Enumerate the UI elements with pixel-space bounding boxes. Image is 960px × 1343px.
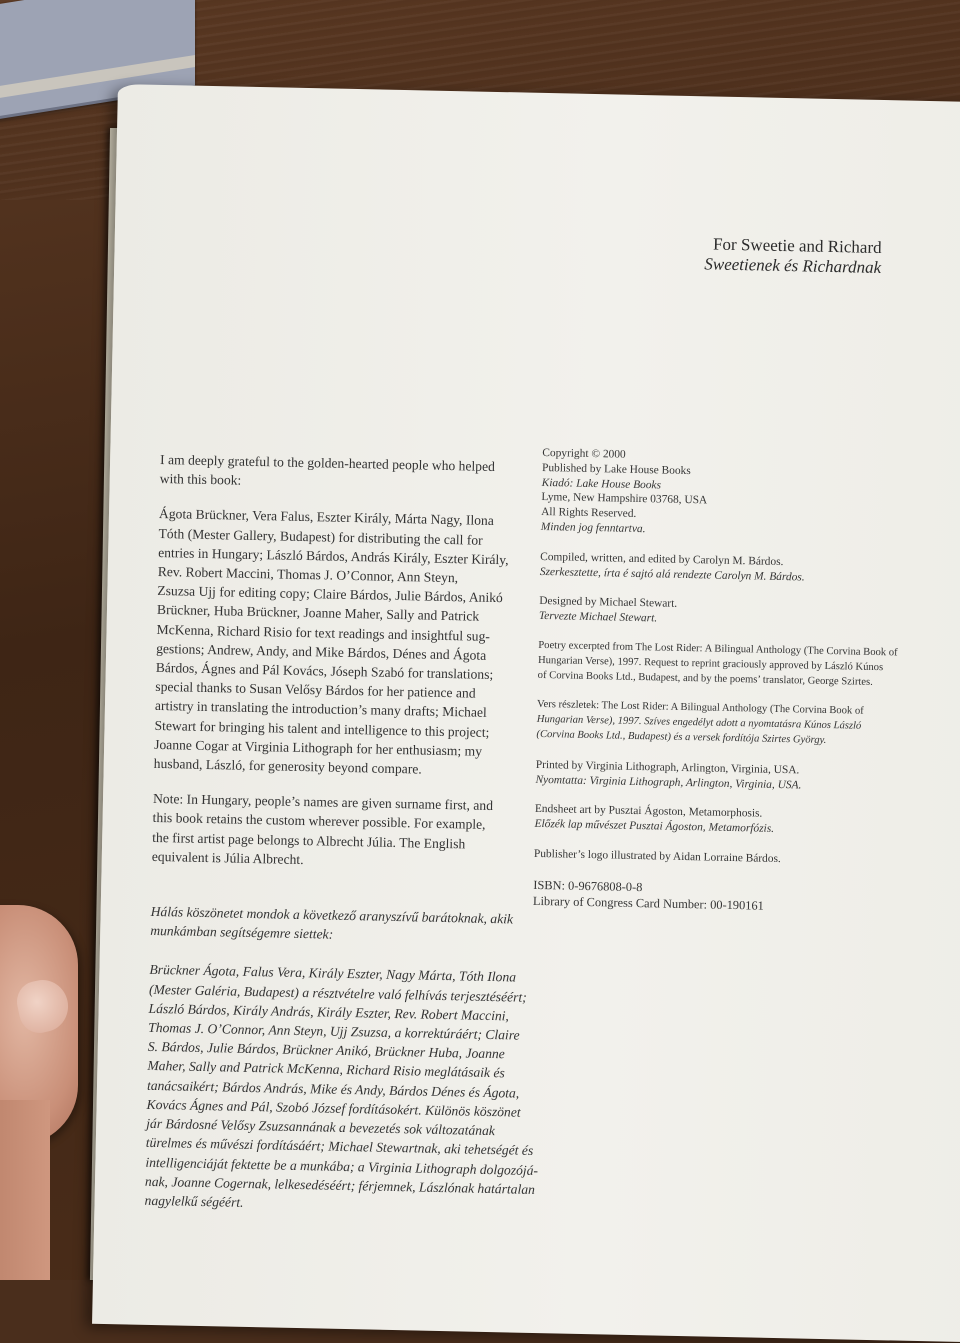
printed-en: Printed by Virginia Lithograph, Arlington, Virginia, USA. [535, 758, 800, 777]
ack-note-en [152, 789, 546, 874]
text-line: intelligenciáját fektette be a munkába; a Virginia Lithograph dolgozójá- [145, 1154, 539, 1178]
endsheet-block [534, 802, 894, 839]
text-line: nagylelkű ségéért. [144, 1192, 244, 1210]
rights-line: All Rights Reserved. [541, 506, 637, 521]
text-line: Zsuzsa Ujj for editing copy; Claire Bárdos, Julie Bárdos, Anikó [157, 583, 503, 606]
text-line: Poetry excerpted from The Lost Rider: A Bilingual Anthology (The Corvina Book of [538, 639, 898, 659]
text-line: special thanks to Susan Velősy Bárdos for her patience and [155, 679, 476, 701]
compiled-en: Compiled, written, and edited by Carolyn M. Bárdos. [540, 550, 784, 568]
text-line: Rev. Robert Maccini, Thomas J. O’Connor, Ann Steyn, [157, 563, 459, 586]
ack-names-en [154, 504, 552, 781]
text-line: türelmes és művészi fordításáért; Michael Stewartnak, aki tehetségét és [145, 1135, 534, 1159]
designed-block [539, 594, 899, 631]
text-line: Hungarian Verse), 1997. Szíves engedélyt adott a nyomtatásra Kúnos László [536, 714, 862, 732]
text-line: Brückner Ágota, Falus Vera, Király Eszter, Nagy Márta, Tóth Ilona [149, 962, 517, 985]
text-line: Kovács Ágnes and Pál, Szobó József fordításokért. Különös köszönet [146, 1096, 521, 1120]
text-line: Note: In Hungary, people’s names are given surname first, and [152, 791, 494, 814]
text-line: László Bárdos, Király András, Király Eszter, Rev. Robert Maccini, [148, 1000, 510, 1024]
publisher-hu-line: Kiadó: Lake House Books [541, 476, 662, 492]
text-line: Vers részletek: The Lost Rider: A Bilingual Anthology (The Corvina Book of [536, 699, 864, 718]
text-line: artistry in translating the introduction’s many drafts; Michael [154, 698, 487, 721]
book-page [92, 84, 960, 1343]
hand [0, 1100, 50, 1280]
designed-en: Designed by Michael Stewart. [539, 595, 678, 611]
endsheet-hu: Előzék lap művészet Pusztai Ágoston, Metamorfózis. [534, 818, 775, 836]
text-line: equivalent is Júlia Albrecht. [151, 848, 304, 867]
text-line: tanácsaikért; Bárdos András, Mike és Andy, Bárdos Dénes és Ágota, [146, 1077, 520, 1101]
text-line: Thomas J. O’Connor, Ann Steyn, Ujj Zsuzsa, a korrektúráért; Claire [148, 1019, 520, 1043]
text-line: gestions; Andrew, Andy, and Mike Bárdos, Dénes and Ágota [156, 640, 487, 663]
ack-names-hu [144, 960, 542, 1218]
text-line: S. Bárdos, Julie Bárdos, Brückner Anikó, Brückner Huba, Joanne [147, 1039, 505, 1062]
text-line: (Mester Galéria, Budapest) a résztvételre való felhívás terjesztéséért; [148, 981, 527, 1005]
text-line: entries in Hungary; László Bárdos, András Király, Eszter Király, [158, 544, 509, 568]
text-line: the first artist page belongs to Albrecht Júlia. The English [152, 829, 466, 852]
endsheet-en: Endsheet art by Pusztai Ágoston, Metamorphosis. [534, 803, 763, 820]
text-line: Hálás köszönetet mondok a következő aranyszívű barátoknak, akik [150, 903, 514, 927]
dedication [704, 234, 882, 278]
text-line: Stewart for bringing his talent and intelligence to this project; [154, 717, 490, 740]
publisher-line: Published by Lake House Books [541, 461, 691, 477]
logo-block [534, 847, 894, 869]
ack-intro-en [160, 450, 553, 497]
text-line: jár Bárdosné Velősy Zsuzsannának a bevezetés sok változatának [146, 1115, 496, 1139]
dedication-en: For Sweetie and Richard [712, 234, 882, 258]
text-line: of Corvina Books Ltd., Budapest, and by the poems’ translator, George Szirtes. [537, 669, 873, 688]
poetry-en-block [538, 639, 898, 691]
dedication-hu: Sweetienek és Richardnak [704, 254, 882, 278]
text-line: husband, László, for generosity beyond compare. [153, 755, 422, 777]
designed-hu: Tervezte Michael Stewart. [538, 610, 658, 625]
isbn: ISBN: 0-9676808-0-8 [533, 877, 643, 894]
printed-hu: Nyomtatta: Virginia Lithograph, Arlington, Virginia, USA. [535, 773, 802, 792]
text-line: Ágota Brückner, Vera Falus, Eszter Király, Márta Nagy, Ilona [158, 506, 495, 529]
compiled-hu: Szerkesztette, írta é sajtó alá rendezte Carolyn M. Bárdos. [539, 565, 805, 584]
compiled-block [540, 550, 900, 587]
text-line: Maher, Sally and Patrick McKenna, Richard Risio meglátásaik és [147, 1058, 505, 1081]
text-line: Tóth (Mester Gallery, Budapest) for distributing the call for [158, 525, 483, 548]
isbn-block [533, 877, 893, 917]
text-line: McKenna, Richard Risio for text readings and insightful sug- [156, 621, 491, 644]
rights-hu-line: Minden jog fenntartva. [540, 520, 646, 536]
text-line: I am deeply grateful to the golden-hearted people who helped [159, 451, 496, 474]
text-line: Joanne Cogar at Virginia Lithograph for her enthusiasm; my [154, 736, 483, 759]
text-line: Bárdos, Ágnes and Pál Kovács, Jóseph Szabó for translations; [155, 659, 494, 683]
printed-block [535, 758, 895, 795]
address-line: Lyme, New Hampshire 03768, USA [541, 491, 708, 507]
ack-intro-hu [150, 902, 543, 949]
copyright-block [541, 446, 902, 542]
text-line: with this book: [159, 471, 242, 488]
text-line: nak, Joanne Cogernak, lelkesedéséért; férjemnek, Lászlónak határtalan [144, 1173, 536, 1197]
text-line: Brückner, Huba Brückner, Joanne Maher, Sally and Patrick [156, 602, 480, 625]
text-line: Hungarian Verse), 1997. Request to reprint graciously approved by László Kúnos [537, 654, 884, 673]
poetry-hu-block [536, 698, 896, 750]
text-line: this book retains the custom wherever possible. For example, [152, 810, 486, 833]
colophon-column [533, 446, 902, 931]
text-line: munkámban segítségemre siettek: [150, 923, 334, 942]
logo-credit: Publisher’s logo illustrated by Aidan Lorraine Bárdos. [533, 847, 781, 865]
acknowledgments-column [144, 450, 553, 1234]
lccn: Library of Congress Card Number: 00-190161 [532, 893, 764, 913]
text-line: (Corvina Books Ltd., Budapest) és a versek fordítója Szirtes György. [536, 728, 827, 746]
copyright-line: Copyright © 2000 [542, 446, 626, 461]
